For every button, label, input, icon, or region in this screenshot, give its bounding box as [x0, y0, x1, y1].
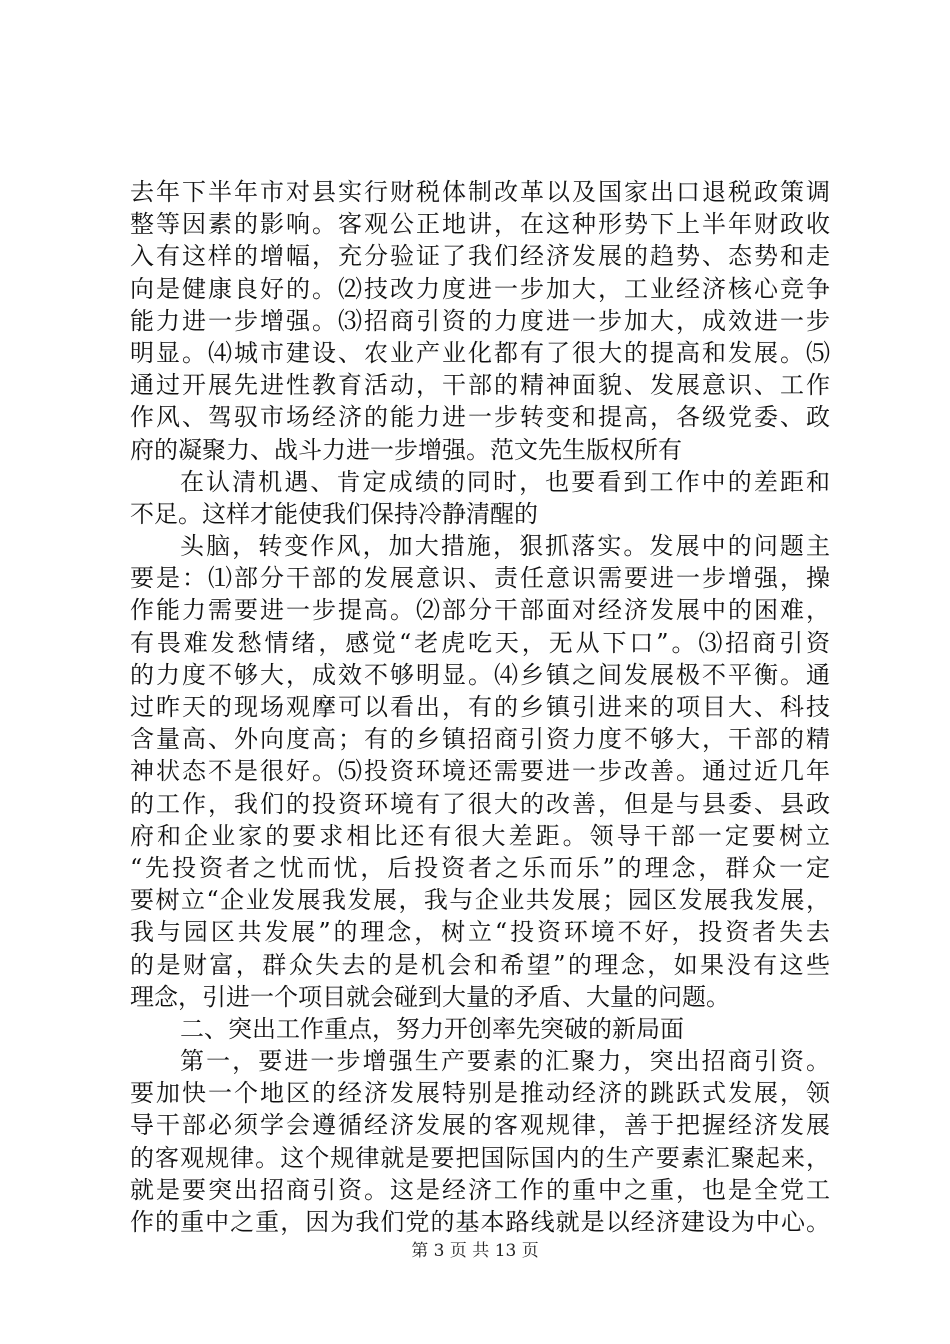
text-line: 二、突出工作重点，努力开创率先突破的新局面	[180, 1014, 684, 1043]
page-footer: 第 3 页 共 13 页	[411, 1241, 539, 1261]
text-line: 整等因素的影响。客观公正地讲，在这种形势下上半年财政收	[130, 210, 830, 239]
text-line: 作风、驾驭市场经济的能力进一步转变和提高，各级党委、政	[130, 403, 830, 432]
text-line: 有畏难发愁情绪，感觉“老虎吃天，无从下口”。⑶招商引资	[130, 628, 830, 657]
text-line: 作能力需要进一步提高。⑵部分干部面对经济发展中的困难，	[130, 596, 830, 625]
text-line: “先投资者之忧而忧，后投资者之乐而乐”的理念，群众一定	[130, 853, 830, 882]
text-line: 明显。⑷城市建设、农业产业化都有了很大的提高和发展。⑸	[130, 338, 830, 367]
text-line: 向是健康良好的。⑵技改力度进一步加大，工业经济核心竞争	[130, 274, 830, 303]
text-line: 的客观规律。这个规律就是要把国际国内的生产要素汇聚起来，	[130, 1143, 830, 1172]
text-line: 的力度不够大，成效不够明显。⑷乡镇之间发展极不平衡。通	[130, 660, 830, 689]
text-line: 我与园区共发展”的理念，树立“投资环境不好，投资者失去	[130, 918, 830, 947]
text-line: 府的凝聚力、战斗力进一步增强。范文先生版权所有	[130, 435, 682, 464]
text-line: 通过开展先进性教育活动，干部的精神面貌、发展意识、工作	[130, 371, 830, 400]
text-line: 含量高、外向度高；有的乡镇招商引资力度不够大，干部的精	[130, 725, 830, 754]
text-line: 在认清机遇、肯定成绩的同时，也要看到工作中的差距和	[180, 467, 830, 496]
text-line: 能力进一步增强。⑶招商引资的力度进一步加大，成效进一步	[130, 306, 830, 335]
text-line: 理念，引进一个项目就会碰到大量的矛盾、大量的问题。	[130, 982, 730, 1011]
text-line: 作的重中之重，因为我们党的基本路线就是以经济建设为中心。	[130, 1208, 830, 1236]
text-line: 第一，要进一步增强生产要素的汇聚力，突出招商引资。	[180, 1047, 830, 1076]
text-line: 过昨天的现场观摩可以看出，有的乡镇引进来的项目大、科技	[130, 693, 830, 721]
text-line: 神状态不是很好。⑸投资环境还需要进一步改善。通过近几年	[130, 757, 830, 786]
text-line: 府和企业家的要求相比还有很大差距。领导干部一定要树立	[130, 821, 830, 850]
text-line: 要树立“企业发展我发展，我与企业共发展；园区发展我发展，	[130, 886, 830, 915]
text-line: 的工作，我们的投资环境有了很大的改善，但是与县委、县政	[130, 789, 830, 818]
text-line: 要是：⑴部分干部的发展意识、责任意识需要进一步增强，操	[130, 564, 830, 593]
document-body	[130, 176, 830, 1238]
text-line: 去年下半年市对县实行财税体制改革以及国家出口退税政策调	[130, 178, 830, 206]
text-line: 导干部必须学会遵循经济发展的客观规律，善于把握经济发展	[130, 1111, 830, 1140]
text-line: 的是财富，群众失去的是机会和希望”的理念，如果没有这些	[130, 950, 830, 979]
text-line: 头脑，转变作风，加大措施，狠抓落实。发展中的问题主	[180, 532, 830, 561]
text-line: 不足。这样才能使我们保持冷静清醒的	[130, 499, 538, 528]
text-line: 要加快一个地区的经济发展特别是推动经济的跳跃式发展，领	[130, 1079, 830, 1108]
text-line: 就是要突出招商引资。这是经济工作的重中之重，也是全党工	[130, 1175, 830, 1204]
text-line: 入有这样的增幅，充分验证了我们经济发展的趋势、态势和走	[130, 242, 830, 271]
